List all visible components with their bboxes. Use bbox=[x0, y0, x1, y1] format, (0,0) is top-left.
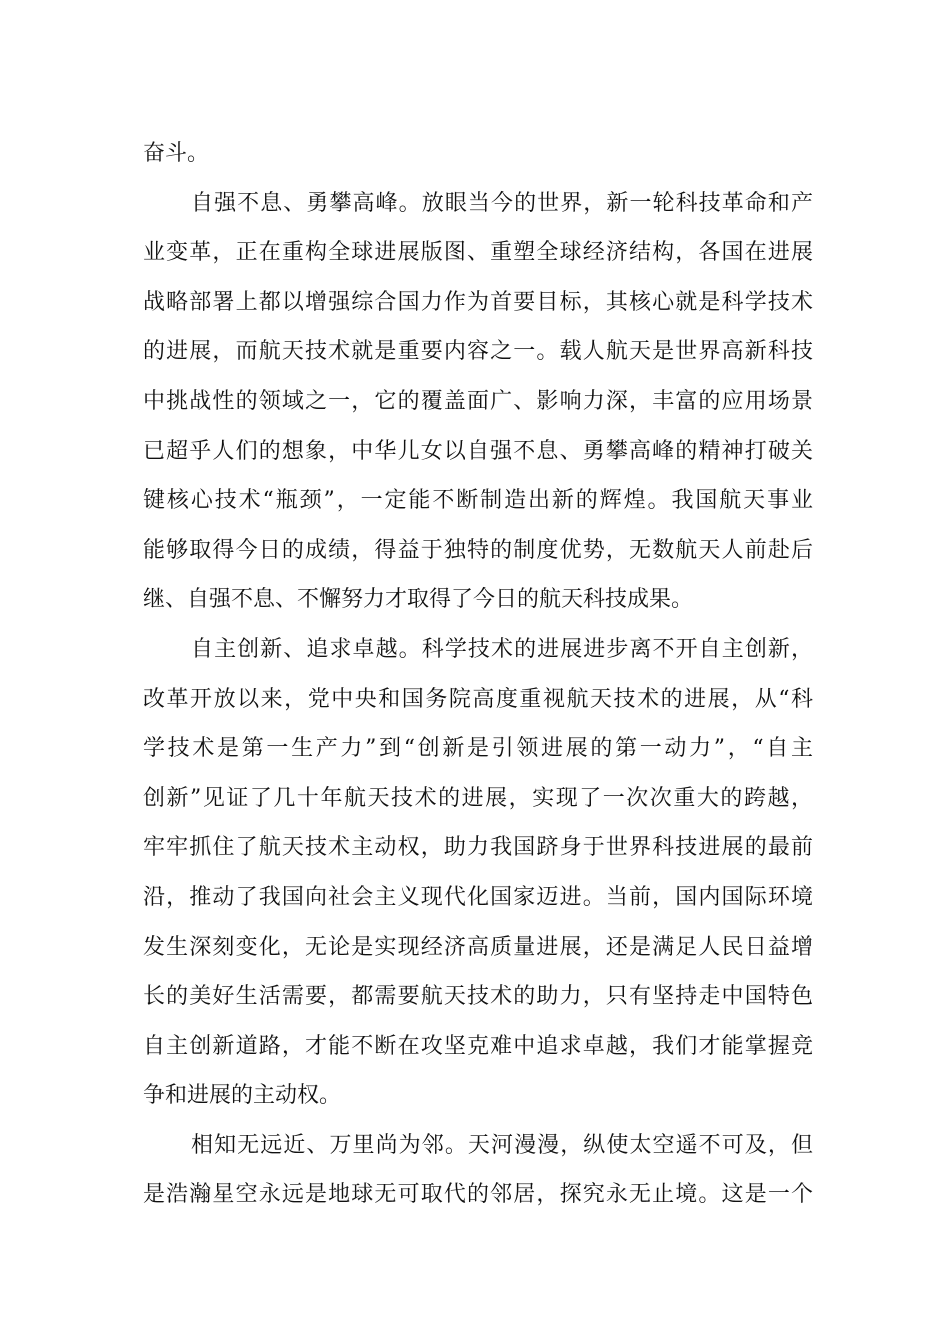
text-line: 自主创新道路，才能不断在攻坚克难中追求卓越，我们才能掌握竞 bbox=[143, 1033, 813, 1059]
text-line: 奋斗。 bbox=[143, 141, 210, 166]
text-line: 牢牢抓住了航天技术主动权，助力我国跻身于世界科技进展的最前 bbox=[143, 835, 813, 861]
text-line: 键核心技术“瓶颈”，一定能不断制造出新的辉煌。我国航天事业 bbox=[143, 488, 813, 514]
text-line: 继、自强不息、不懈努力才取得了今日的航天科技成果。 bbox=[143, 587, 694, 613]
text-line: 沿，推动了我国向社会主义现代化国家迈进。当前，国内国际环境 bbox=[143, 884, 813, 910]
paragraph-first-line: 相知无远近、万里尚为邻。天河漫漫，纵使太空遥不可及，但 bbox=[191, 1132, 813, 1158]
text-line: 创新”见证了几十年航天技术的进展，实现了一次次重大的跨越， bbox=[143, 785, 813, 811]
text-line: 中挑战性的领域之一，它的覆盖面广、影响力深，丰富的应用场景 bbox=[143, 388, 813, 414]
document-body bbox=[143, 129, 813, 1220]
paragraph-first-line: 自主创新、追求卓越。科学技术的进展进步离不开自主创新， bbox=[191, 636, 813, 662]
text-line: 能够取得今日的成绩，得益于独特的制度优势，无数航天人前赴后 bbox=[143, 537, 813, 563]
text-line: 战略部署上都以增强综合国力作为首要目标，其核心就是科学技术 bbox=[143, 289, 813, 315]
paragraph-first-line: 自强不息、勇攀高峰。放眼当今的世界，新一轮科技革命和产 bbox=[191, 190, 813, 216]
text-line: 是浩瀚星空永远是地球无可取代的邻居，探究永无止境。这是一个 bbox=[143, 1182, 813, 1208]
text-line: 学技术是第一生产力”到“创新是引领进展的第一动力”，“自主 bbox=[143, 736, 813, 762]
text-line: 改革开放以来，党中央和国务院高度重视航天技术的进展，从“科 bbox=[143, 686, 813, 712]
text-line: 已超乎人们的想象，中华儿女以自强不息、勇攀高峰的精神打破关 bbox=[143, 438, 813, 464]
text-line: 长的美好生活需要，都需要航天技术的助力，只有坚持走中国特色 bbox=[143, 984, 813, 1010]
text-line: 发生深刻变化，无论是实现经济高质量进展，还是满足人民日益增 bbox=[143, 934, 813, 960]
text-line: 争和进展的主动权。 bbox=[143, 1083, 342, 1109]
text-line: 的进展，而航天技术就是重要内容之一。载人航天是世界高新科技 bbox=[143, 339, 813, 365]
text-line: 业变革，正在重构全球进展版图、重塑全球经济结构，各国在进展 bbox=[143, 240, 813, 266]
